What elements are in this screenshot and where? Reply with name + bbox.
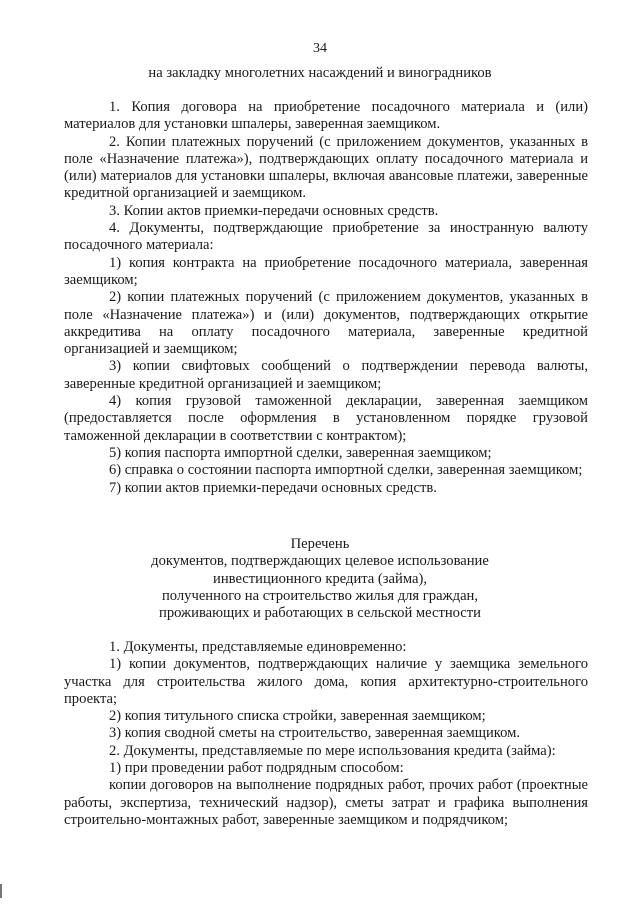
section2-title-line: документов, подтверждающих целевое использование <box>151 553 489 570</box>
paragraph: 4. Документы, подтверждающие приобретение за иностранную валюту посадочного материала: <box>64 220 588 254</box>
paragraph: 5) копия паспорта импортной сделки, заверенная заемщиком; <box>109 444 492 461</box>
section2-title <box>0 536 640 622</box>
paragraph: 3) копия сводной сметы на строительство, заверенная заемщиком. <box>109 725 521 742</box>
paragraph: 1) при проведении работ подрядным способом: <box>109 760 404 777</box>
paragraph: 3. Копии актов приемки-передачи основных средств. <box>109 202 439 219</box>
page-number: 34 <box>313 41 327 56</box>
section2-body <box>64 639 588 829</box>
paragraph: 7) копии актов приемки-передачи основных средств. <box>109 479 437 496</box>
paragraph: 2. Документы, представляемые по мере использования кредита (займа): <box>109 742 556 759</box>
section2-title-line: полученного на строительство жилья для граждан, <box>161 587 479 604</box>
paragraph: 2) копия титульного списка стройки, заверенная заемщиком; <box>109 708 486 725</box>
section2-title-line: проживающих и работающих в сельской местности <box>159 605 481 622</box>
section1-heading: на закладку многолетних насаждений и виноградников <box>148 65 492 81</box>
paragraph: 2) копии платежных поручений (с приложением документов, указанных в поле «Назначение платежа») и (или) документов, подтверждающих открытие аккредитива на оплату посадочного материала, заверенные кредитной организацией и заемщиком; <box>64 289 588 358</box>
paragraph: 1) копии документов, подтверждающих наличие у заемщика земельного участка для строительства жилого дома, копия архитектурно-строительного проекта; <box>64 656 588 707</box>
section2-title-line: инвестиционного кредита (займа), <box>213 570 427 587</box>
section1-body <box>64 99 588 497</box>
section2-title-line: Перечень <box>290 536 350 552</box>
scan-mark <box>0 884 2 898</box>
paragraph: 2. Копии платежных поручений (с приложением документов, указанных в поле «Назначение платежа»), подтверждающих оплату посадочного материала и (или) материалов для установки шпалеры, включая авансовые платежи, заверенные кредитной организацией и заемщиком. <box>64 133 588 202</box>
paragraph: 1) копия контракта на приобретение посадочного материала, заверенная заемщиком; <box>64 254 588 288</box>
paragraph: копии договоров на выполнение подрядных работ, прочих работ (проектные работы, экспертиза, технический надзор), сметы затрат и графика выполнения строительно-монтажных работ, заверенные заемщиком и подрядчиком; <box>64 777 588 828</box>
paragraph: 1. Документы, представляемые единовременно: <box>109 639 407 655</box>
paragraph: 6) справка о состоянии паспорта импортной сделки, заверенная заемщиком; <box>109 462 583 479</box>
paragraph: 1. Копия договора на приобретение посадочного материала и (или) материалов для установки шпалеры, заверенная заемщиком. <box>64 99 588 133</box>
paragraph: 3) копии свифтовых сообщений о подтверждении перевода валюты, заверенные кредитной организацией и заемщиком; <box>64 358 588 392</box>
paragraph: 4) копия грузовой таможенной декларации, заверенная заемщиком (предоставляется после оформления в установленном порядке грузовой таможенной декларации в соответствии с контрактом); <box>64 393 588 444</box>
